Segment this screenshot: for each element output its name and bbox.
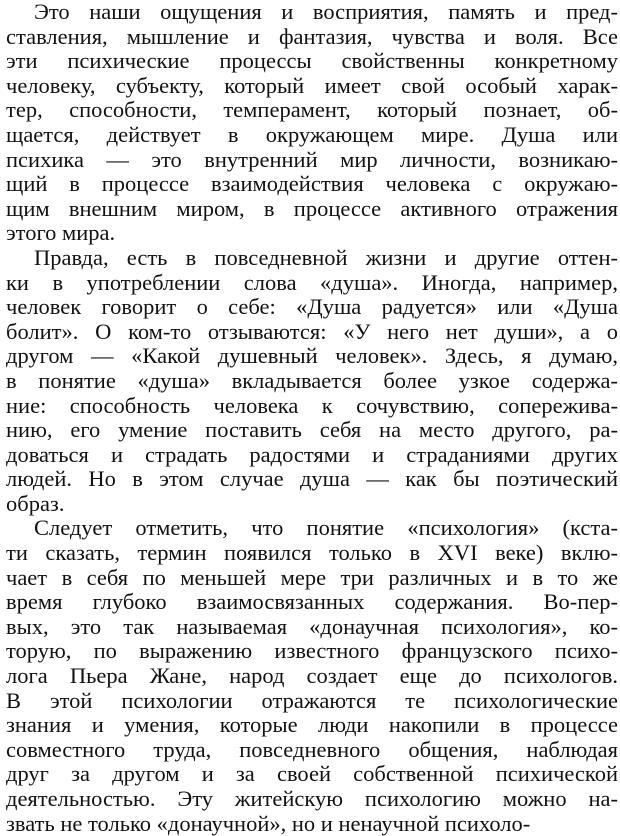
text-line: щается, действует в окружающем мире. Душа или <box>6 122 618 147</box>
text-line: время глубоко взаимосвязанных содержания. Во-пер- <box>6 590 618 615</box>
text-line: лога Пьера Жане, народ создает еще до психологов. <box>6 664 618 689</box>
text-line: человек говорит о себе: «Душа радуется» или «Душа <box>6 295 618 320</box>
text-line: ставления, мышление и фантазия, чувства и воля. Все <box>6 24 618 49</box>
text-line: нию, его умение поставить себя на место другого, ра- <box>6 418 618 443</box>
text-line: щим внешним миром, в процессе активного отражения <box>6 196 618 221</box>
text-line: совместного труда, повседневного общения, наблюдая <box>6 737 618 762</box>
text-line: Это наши ощущения и восприятия, память и пред- <box>34 0 618 24</box>
text-line: этого мира. <box>6 221 116 246</box>
text-line: другом — «Какой душевный человек». Здесь, я думаю, <box>6 344 618 369</box>
text-line: болит». О ком-то отзываются: «У него нет души», а о <box>6 319 618 344</box>
text-line: звать не только «донаучной», но и ненаучной психоло- <box>6 811 531 836</box>
text-line: Следует отметить, что понятие «психология» (кста- <box>34 516 618 541</box>
text-line: психика — это внутренний мир личности, возникаю- <box>6 147 618 172</box>
text-line: Правда, есть в повседневной жизни и другие оттен- <box>34 245 618 270</box>
text-line: чает в себя по меньшей мере три различных и в то же <box>6 565 618 590</box>
text-line: людей. Но в этом случае душа — как бы поэтический <box>6 467 618 492</box>
text-line: знания и умения, которые люди накопили в процессе <box>6 713 618 738</box>
text-line: в понятие «душа» вкладывается более узкое содержа- <box>6 368 618 393</box>
text-line: образ. <box>6 491 65 516</box>
text-line: торую, по выражению известного французского психо- <box>6 639 618 664</box>
text-line: эти психические процессы свойственны конкретному <box>6 49 618 74</box>
text-line: доваться и страдать радостями и страданиями других <box>6 442 618 467</box>
paragraph <box>6 246 618 517</box>
text-line: В этой психологии отражаются те психологические <box>6 688 618 713</box>
text-line: ние: способность человека к сочувствию, сопережива- <box>6 393 618 418</box>
text-line: тер, способности, темперамент, который познает, об- <box>6 98 618 123</box>
text-line: человеку, субъекту, который имеет свой особый харак- <box>6 73 618 98</box>
text-line: щий в процессе взаимодействия человека с окружаю- <box>6 172 618 197</box>
text-line: вых, это так называемая «донаучная психология», ко- <box>6 614 618 639</box>
body-text <box>6 0 618 836</box>
text-line: ки в употреблении слова «душа». Иногда, например, <box>6 270 618 295</box>
paragraph <box>6 516 618 836</box>
text-line: ти сказать, термин появился только в XVI веке) вклю- <box>6 541 618 566</box>
text-line: друг за другом и за своей собственной психической <box>6 762 618 787</box>
text-line: деятельностью. Эту житейскую психологию можно на- <box>6 787 618 811</box>
paragraph <box>6 0 618 246</box>
